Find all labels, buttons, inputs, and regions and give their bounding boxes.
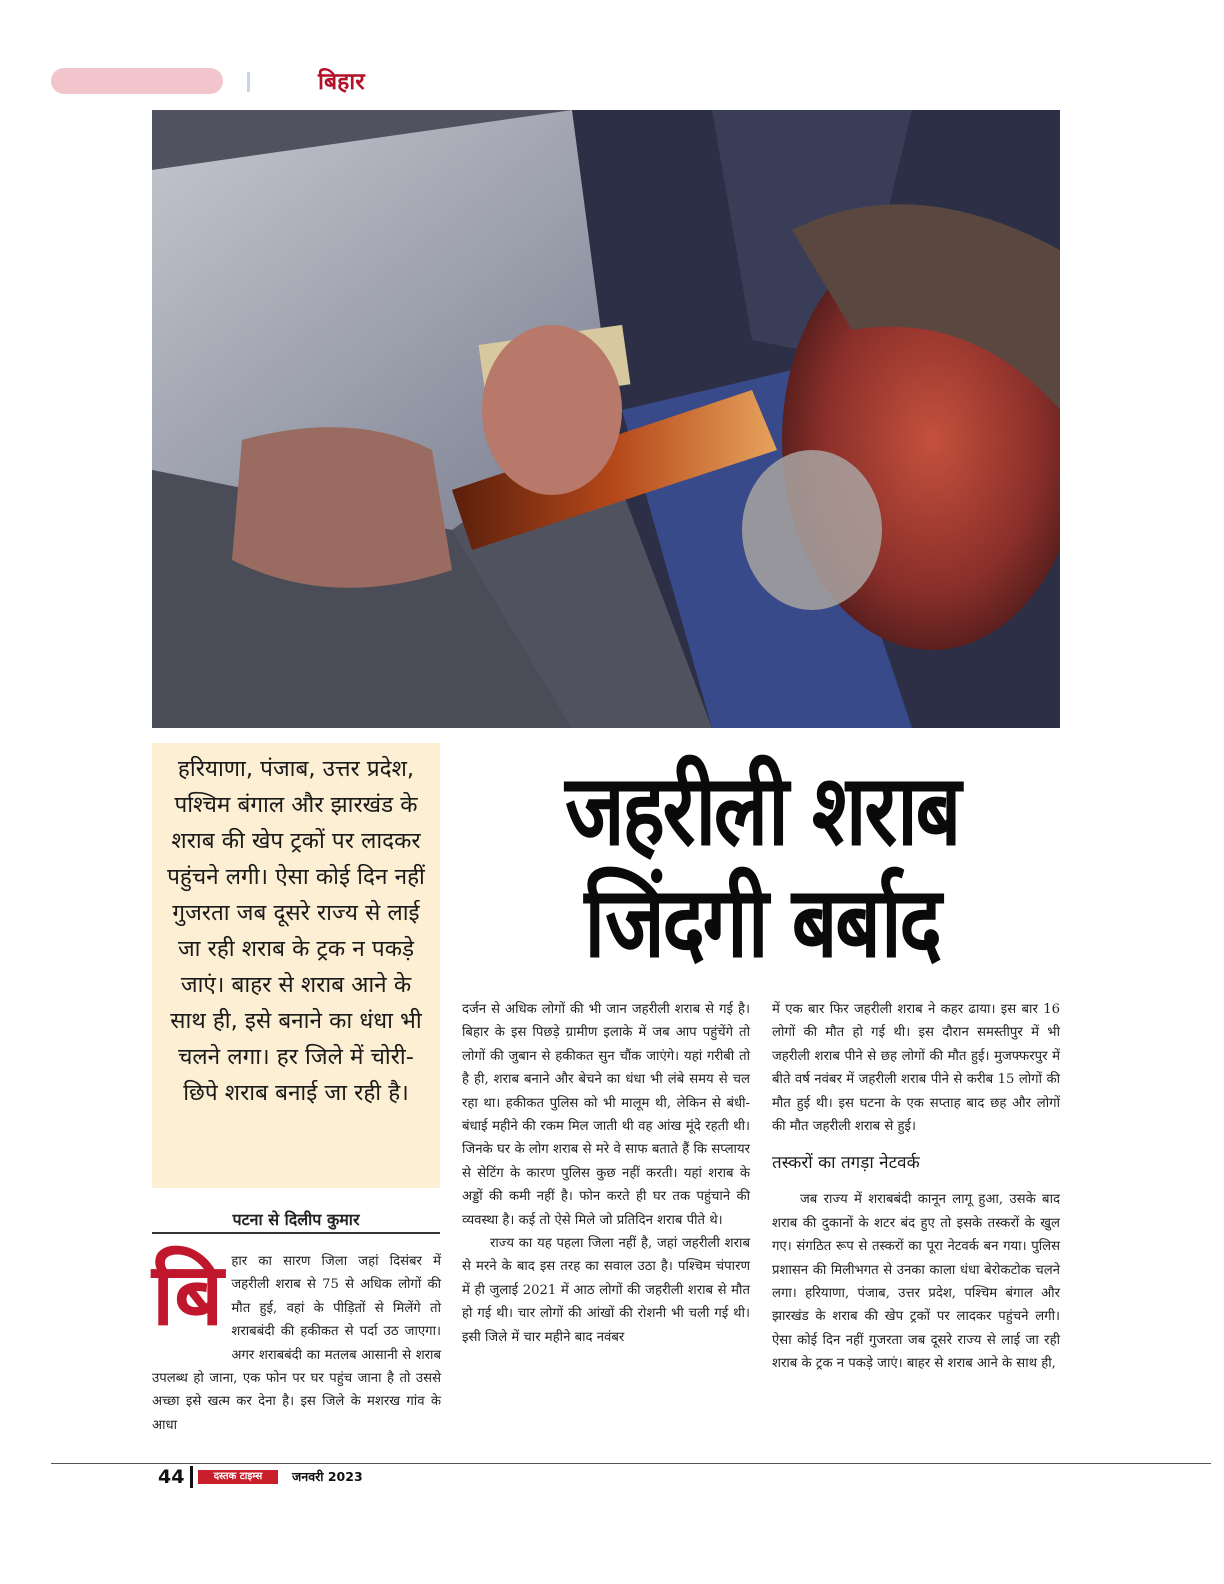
footer-separator [190,1466,193,1488]
headline-line-2: जिंदगी बर्बाद [584,866,940,980]
section-title: बिहार [318,69,365,95]
pull-quote-box: हरियाणा, पंजाब, उत्तर प्रदेश, पश्चिम बंगाल और झारखंड के शराब की खेप ट्रकों पर लादकर पहुंचने लगी। ऐसा कोई दिन नहीं गुजरता जब दूसरे राज्य से लाई जा रही शराब के ट्रक न पकड़े जाएं। बाहर से शराब आने के साथ ही, इसे बनाने का धंधा भी चलने लगा। हर जिले में चोरी-छिपे शराब बनाई जा रही है। [152,743,440,1188]
paragraph: राज्य का यह पहला जिला नहीं है, जहां जहरीली शराब से मरने के बाद इस तरह का सवाल उठा है। पश्चिम चंपारण में ही जुलाई 2021 में आठ लोगों की जहरीली शराब से मौत हो गई थी। चार लोगों की आंखों की रोशनी भी चली गई थी। इसी जिले में चार महीने बाद नवंबर [462,1236,750,1345]
magazine-logo [198,1470,278,1484]
photo-illustration [152,110,1060,728]
paragraph: हार का सारण जिला जहां दिसंबर में जहरीली शराब से 75 से अधिक लोगों की मौत हुई, वहां के पीड़ितों से मिलेंगे तो शराबबंदी की हकीकत से पर्दा उठ जाएगा। अगर शराबबंदी का मतलब आसानी से शराब उपलब्ध हो जाना, एक फोन पर घर पहुंच जाना है तो उससे अच्छा इसे खत्म कर देना है। इस जिले के मशरख गांव के आधा [152,1254,441,1433]
article-column-1 [152,1245,441,1437]
paragraph: में एक बार फिर जहरीली शराब ने कहर ढाया। इस बार 16 लोगों की मौत हो गई थी। इस दौरान समस्तीपुर में भी जहरीली शराब पीने से छह लोगों की मौत हुई। मुजफ्फरपुर में बीते वर्ष नवंबर में जहरीली शराब पीने से करीब 15 लोगों की मौत हुई थी। इस घटना के एक सप्ताह बाद छह और लोगों की मौत जहरीली शराब से हुई। [772,1002,1060,1135]
headline [452,755,1072,979]
paragraph: जब राज्य में शराबबंदी कानून लागू हुआ, उसके बाद शराब की दुकानों के शटर बंद हुए तो इसके तस्करों के खुल गए। संगठित रूप से तस्करों का पूरा नेटवर्क बन गया। पुलिस प्रशासन की मिलीभगत से उनका काला धंधा बेरोकटोक चलने लगा। हरियाणा, पंजाब, उत्तर प्रदेश, पश्चिम बंगाल और झारखंड के शराब की खेप ट्रकों पर लादकर पहुंचने लगी। ऐसा कोई दिन नहीं गुजरता जब दूसरे राज्य से लाई जा रही शराब के ट्रक न पकड़े जाएं। बाहर से शराब आने के साथ ही, [772,1192,1060,1372]
lead-photo [152,110,1060,728]
byline: पटना से दिलीप कुमार [232,1210,360,1229]
magazine-name: दस्तक टाइम्स [213,1471,263,1482]
header-pill [51,68,223,94]
page-number: 44 [158,1466,185,1488]
issue-date: जनवरी 2023 [292,1469,363,1484]
footer-rule [51,1463,1211,1464]
header-separator [247,72,250,92]
article-column-3 [772,998,1060,1376]
subheading: तस्करों का तगड़ा नेटवर्क [772,1153,920,1174]
headline-line-1: जहरीली शराब [565,754,959,868]
byline-rule [152,1232,440,1234]
article-column-2 [462,998,750,1349]
paragraph: दर्जन से अधिक लोगों की भी जान जहरीली शराब से गई है। बिहार के इस पिछड़े ग्रामीण इलाके में जब आप पहुंचेंगे तो लोगों की जुबान से हकीकत सुन चौंक जाएंगे। यहां गरीबी तो है ही, शराब बनाने और बेचने का धंधा भी लंबे समय से चल रहा था। हकीकत पुलिस को भी मालूम थी, लेकिन से बंधी-बंधाई महीने की रकम मिल जाती थी वह आंख मूंदे रहती थी। जिनके घर के लोग शराब से मरे वे साफ बताते हैं कि सप्लायर से सेटिंग के कारण पुलिस कुछ नहीं करती। यहां शराब के अड्डों की कमी नहीं है। फोन करते ही घर तक पहुंचाने की व्यवस्था है। कई तो ऐसे मिले जो प्रतिदिन शराब पीते थे। [462,1002,750,1228]
drop-cap: बि [152,1245,224,1345]
